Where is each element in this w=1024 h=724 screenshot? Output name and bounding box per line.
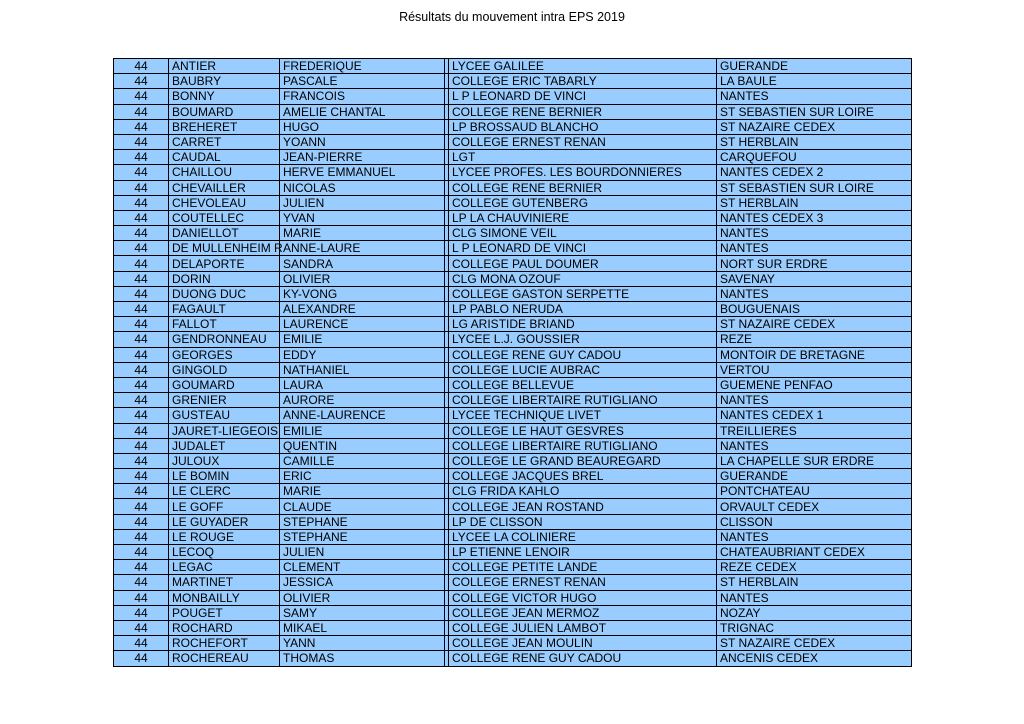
firstname-cell: LAURA (280, 377, 445, 392)
school-cell: CLG FRIDA KAHLO (449, 484, 717, 499)
school-cell: LYCEE TECHNIQUE LIVET (449, 408, 717, 423)
firstname-cell: MARIE (280, 226, 445, 241)
table-row (114, 469, 912, 484)
firstname-cell: MIKAEL (280, 620, 445, 635)
firstname-cell: YVAN (280, 210, 445, 225)
city-cell: ST SEBASTIEN SUR LOIRE (717, 180, 912, 195)
table-row (114, 377, 912, 392)
lastname-cell: CHAILLOU (169, 165, 280, 180)
dept-cell: 44 (114, 393, 169, 408)
city-cell: ST HERBLAIN (717, 575, 912, 590)
firstname-cell: YANN (280, 636, 445, 651)
school-cell: COLLEGE GUTENBERG (449, 195, 717, 210)
firstname-cell: ALEXANDRE (280, 302, 445, 317)
school-cell: COLLEGE JEAN MOULIN (449, 636, 717, 651)
table-row (114, 195, 912, 210)
firstname-cell: CLAUDE (280, 499, 445, 514)
dept-cell: 44 (114, 499, 169, 514)
dept-cell: 44 (114, 377, 169, 392)
lastname-cell: DELAPORTE (169, 256, 280, 271)
table-row (114, 499, 912, 514)
school-cell: LYCEE GALILEE (449, 59, 717, 74)
city-cell: REZE (717, 332, 912, 347)
city-cell: ANCENIS CEDEX (717, 651, 912, 666)
dept-cell: 44 (114, 469, 169, 484)
lastname-cell: CARRET (169, 134, 280, 149)
dept-cell: 44 (114, 134, 169, 149)
firstname-cell: EDDY (280, 347, 445, 362)
dept-cell: 44 (114, 347, 169, 362)
lastname-cell: ROCHEFORT (169, 636, 280, 651)
city-cell: TREILLIERES (717, 423, 912, 438)
table-row (114, 393, 912, 408)
dept-cell: 44 (114, 286, 169, 301)
dept-cell: 44 (114, 165, 169, 180)
lastname-cell: BONNY (169, 89, 280, 104)
city-cell: GUEMENE PENFAO (717, 377, 912, 392)
school-cell: COLLEGE GASTON SERPETTE (449, 286, 717, 301)
table-row (114, 74, 912, 89)
table-row (114, 180, 912, 195)
dept-cell: 44 (114, 119, 169, 134)
firstname-cell: FREDERIQUE (280, 59, 445, 74)
table-row (114, 423, 912, 438)
school-cell: LGT (449, 150, 717, 165)
lastname-cell: CAUDAL (169, 150, 280, 165)
firstname-cell: LAURENCE (280, 317, 445, 332)
school-cell: LYCEE L.J. GOUSSIER (449, 332, 717, 347)
lastname-cell: POUGET (169, 605, 280, 620)
dept-cell: 44 (114, 438, 169, 453)
dept-cell: 44 (114, 89, 169, 104)
city-cell: NANTES (717, 286, 912, 301)
school-cell: COLLEGE ERIC TABARLY (449, 74, 717, 89)
school-cell: COLLEGE PETITE LANDE (449, 560, 717, 575)
city-cell: ST NAZAIRE CEDEX (717, 636, 912, 651)
firstname-cell: AURORE (280, 393, 445, 408)
table-row (114, 332, 912, 347)
firstname-cell: EMILIE (280, 423, 445, 438)
lastname-cell: DANIELLOT (169, 226, 280, 241)
firstname-cell: KY-VONG (280, 286, 445, 301)
lastname-cell: CHEVAILLER (169, 180, 280, 195)
school-cell: LP LA CHAUVINIERE (449, 210, 717, 225)
firstname-cell: ERIC (280, 469, 445, 484)
firstname-cell: JESSICA (280, 575, 445, 590)
lastname-cell: GEORGES (169, 347, 280, 362)
firstname-cell: HUGO (280, 119, 445, 134)
lastname-cell: GUSTEAU (169, 408, 280, 423)
dept-cell: 44 (114, 210, 169, 225)
city-cell: NANTES (717, 590, 912, 605)
table-row (114, 150, 912, 165)
dept-cell: 44 (114, 484, 169, 499)
table-row (114, 575, 912, 590)
lastname-cell: LECOQ (169, 545, 280, 560)
city-cell: NORT SUR ERDRE (717, 256, 912, 271)
firstname-cell: JEAN-PIERRE (280, 150, 445, 165)
city-cell: CHATEAUBRIANT CEDEX (717, 545, 912, 560)
city-cell: NANTES (717, 89, 912, 104)
firstname-cell: JULIEN (280, 545, 445, 560)
city-cell: CARQUEFOU (717, 150, 912, 165)
lastname-cell: JAURET-LIEGEOIS (169, 423, 280, 438)
lastname-cell: BREHERET (169, 119, 280, 134)
table-row (114, 453, 912, 468)
city-cell: ORVAULT CEDEX (717, 499, 912, 514)
city-cell: TRIGNAC (717, 620, 912, 635)
dept-cell: 44 (114, 226, 169, 241)
dept-cell: 44 (114, 74, 169, 89)
school-cell: COLLEGE LIBERTAIRE RUTIGLIANO (449, 438, 717, 453)
school-cell: LP DE CLISSON (449, 514, 717, 529)
firstname-cell: YOANN (280, 134, 445, 149)
lastname-cell: JULOUX (169, 453, 280, 468)
school-cell: COLLEGE BELLEVUE (449, 377, 717, 392)
school-cell: COLLEGE JULIEN LAMBOT (449, 620, 717, 635)
city-cell: NANTES CEDEX 2 (717, 165, 912, 180)
firstname-cell: AMELIE CHANTAL (280, 104, 445, 119)
dept-cell: 44 (114, 180, 169, 195)
firstname-cell: MARIE (280, 484, 445, 499)
dept-cell: 44 (114, 453, 169, 468)
dept-cell: 44 (114, 150, 169, 165)
table-row (114, 134, 912, 149)
lastname-cell: COUTELLEC (169, 210, 280, 225)
lastname-cell: FALLOT (169, 317, 280, 332)
city-cell: NANTES CEDEX 1 (717, 408, 912, 423)
dept-cell: 44 (114, 560, 169, 575)
city-cell: NOZAY (717, 605, 912, 620)
table-row (114, 271, 912, 286)
school-cell: COLLEGE LE GRAND BEAUREGARD (449, 453, 717, 468)
lastname-cell: DE MULLENHEIM R (169, 241, 280, 256)
firstname-cell: QUENTIN (280, 438, 445, 453)
dept-cell: 44 (114, 408, 169, 423)
lastname-cell: LE CLERC (169, 484, 280, 499)
table-row (114, 210, 912, 225)
table-row (114, 545, 912, 560)
school-cell: COLLEGE RENE BERNIER (449, 104, 717, 119)
lastname-cell: ROCHARD (169, 620, 280, 635)
dept-cell: 44 (114, 605, 169, 620)
table-row (114, 226, 912, 241)
school-cell: COLLEGE RENE BERNIER (449, 180, 717, 195)
dept-cell: 44 (114, 195, 169, 210)
table-row (114, 165, 912, 180)
city-cell: NANTES CEDEX 3 (717, 210, 912, 225)
lastname-cell: BAUBRY (169, 74, 280, 89)
table-row (114, 362, 912, 377)
dept-cell: 44 (114, 575, 169, 590)
lastname-cell: GENDRONNEAU (169, 332, 280, 347)
table-row (114, 286, 912, 301)
school-cell: COLLEGE RENE GUY CADOU (449, 651, 717, 666)
school-cell: LP PABLO NERUDA (449, 302, 717, 317)
firstname-cell: OLIVIER (280, 590, 445, 605)
dept-cell: 44 (114, 545, 169, 560)
dept-cell: 44 (114, 529, 169, 544)
table-row (114, 514, 912, 529)
firstname-cell: ANNE-LAURE (280, 241, 445, 256)
lastname-cell: LE GOFF (169, 499, 280, 514)
school-cell: COLLEGE JEAN ROSTAND (449, 499, 717, 514)
school-cell: LP ETIENNE LENOIR (449, 545, 717, 560)
firstname-cell: JULIEN (280, 195, 445, 210)
firstname-cell: THOMAS (280, 651, 445, 666)
firstname-cell: NICOLAS (280, 180, 445, 195)
lastname-cell: GOUMARD (169, 377, 280, 392)
lastname-cell: MONBAILLY (169, 590, 280, 605)
table-row (114, 636, 912, 651)
school-cell: LG ARISTIDE BRIAND (449, 317, 717, 332)
school-cell: COLLEGE ERNEST RENAN (449, 575, 717, 590)
table-row (114, 347, 912, 362)
dept-cell: 44 (114, 59, 169, 74)
city-cell: PONTCHATEAU (717, 484, 912, 499)
lastname-cell: DUONG DUC (169, 286, 280, 301)
school-cell: COLLEGE LE HAUT GESVRES (449, 423, 717, 438)
lastname-cell: ROCHEREAU (169, 651, 280, 666)
city-cell: GUERANDE (717, 59, 912, 74)
dept-cell: 44 (114, 651, 169, 666)
dept-cell: 44 (114, 362, 169, 377)
table-row (114, 620, 912, 635)
lastname-cell: GINGOLD (169, 362, 280, 377)
dept-cell: 44 (114, 104, 169, 119)
school-cell: L P LEONARD DE VINCI (449, 241, 717, 256)
city-cell: NANTES (717, 529, 912, 544)
city-cell: MONTOIR DE BRETAGNE (717, 347, 912, 362)
dept-cell: 44 (114, 302, 169, 317)
lastname-cell: JUDALET (169, 438, 280, 453)
table-row (114, 119, 912, 134)
city-cell: BOUGUENAIS (717, 302, 912, 317)
city-cell: ST NAZAIRE CEDEX (717, 317, 912, 332)
table-row (114, 605, 912, 620)
firstname-cell: SANDRA (280, 256, 445, 271)
table-row (114, 241, 912, 256)
firstname-cell: OLIVIER (280, 271, 445, 286)
table-row (114, 317, 912, 332)
lastname-cell: FAGAULT (169, 302, 280, 317)
firstname-cell: EMILIE (280, 332, 445, 347)
dept-cell: 44 (114, 241, 169, 256)
school-cell: LYCEE LA COLINIERE (449, 529, 717, 544)
school-cell: COLLEGE ERNEST RENAN (449, 134, 717, 149)
lastname-cell: LEGAC (169, 560, 280, 575)
table-row (114, 104, 912, 119)
school-cell: COLLEGE PAUL DOUMER (449, 256, 717, 271)
school-cell: CLG MONA OZOUF (449, 271, 717, 286)
table-row (114, 651, 912, 666)
city-cell: NANTES (717, 438, 912, 453)
firstname-cell: STEPHANE (280, 514, 445, 529)
table-row (114, 529, 912, 544)
city-cell: ST SEBASTIEN SUR LOIRE (717, 104, 912, 119)
dept-cell: 44 (114, 636, 169, 651)
table-row (114, 302, 912, 317)
city-cell: NANTES (717, 226, 912, 241)
city-cell: VERTOU (717, 362, 912, 377)
dept-cell: 44 (114, 317, 169, 332)
school-cell: COLLEGE LUCIE AUBRAC (449, 362, 717, 377)
results-table (113, 58, 912, 667)
lastname-cell: DORIN (169, 271, 280, 286)
lastname-cell: MARTINET (169, 575, 280, 590)
dept-cell: 44 (114, 271, 169, 286)
table-row (114, 408, 912, 423)
dept-cell: 44 (114, 590, 169, 605)
city-cell: REZE CEDEX (717, 560, 912, 575)
dept-cell: 44 (114, 256, 169, 271)
city-cell: LA CHAPELLE SUR ERDRE (717, 453, 912, 468)
city-cell: ST HERBLAIN (717, 134, 912, 149)
firstname-cell: ANNE-LAURENCE (280, 408, 445, 423)
city-cell: CLISSON (717, 514, 912, 529)
table-row (114, 560, 912, 575)
table-row (114, 438, 912, 453)
city-cell: NANTES (717, 393, 912, 408)
city-cell: ST HERBLAIN (717, 195, 912, 210)
firstname-cell: SAMY (280, 605, 445, 620)
table-row (114, 59, 912, 74)
city-cell: SAVENAY (717, 271, 912, 286)
table-row (114, 484, 912, 499)
dept-cell: 44 (114, 423, 169, 438)
firstname-cell: HERVE EMMANUEL (280, 165, 445, 180)
city-cell: NANTES (717, 241, 912, 256)
lastname-cell: LE ROUGE (169, 529, 280, 544)
dept-cell: 44 (114, 620, 169, 635)
school-cell: CLG SIMONE VEIL (449, 226, 717, 241)
table-row (114, 256, 912, 271)
school-cell: COLLEGE LIBERTAIRE RUTIGLIANO (449, 393, 717, 408)
school-cell: COLLEGE RENE GUY CADOU (449, 347, 717, 362)
page-title: Résultats du mouvement intra EPS 2019 (399, 10, 625, 24)
firstname-cell: STEPHANE (280, 529, 445, 544)
school-cell: COLLEGE JACQUES BREL (449, 469, 717, 484)
lastname-cell: GRENIER (169, 393, 280, 408)
firstname-cell: CAMILLE (280, 453, 445, 468)
firstname-cell: PASCALE (280, 74, 445, 89)
firstname-cell: CLEMENT (280, 560, 445, 575)
lastname-cell: CHEVOLEAU (169, 195, 280, 210)
dept-cell: 44 (114, 332, 169, 347)
school-cell: COLLEGE VICTOR HUGO (449, 590, 717, 605)
firstname-cell: FRANCOIS (280, 89, 445, 104)
table-row (114, 590, 912, 605)
lastname-cell: BOUMARD (169, 104, 280, 119)
school-cell: COLLEGE JEAN MERMOZ (449, 605, 717, 620)
lastname-cell: ANTIER (169, 59, 280, 74)
city-cell: GUERANDE (717, 469, 912, 484)
results-table-body (114, 59, 912, 667)
firstname-cell: NATHANIEL (280, 362, 445, 377)
lastname-cell: LE BOMIN (169, 469, 280, 484)
school-cell: L P LEONARD DE VINCI (449, 89, 717, 104)
school-cell: LP BROSSAUD BLANCHO (449, 119, 717, 134)
city-cell: ST NAZAIRE CEDEX (717, 119, 912, 134)
table-row (114, 89, 912, 104)
lastname-cell: LE GUYADER (169, 514, 280, 529)
dept-cell: 44 (114, 514, 169, 529)
city-cell: LA BAULE (717, 74, 912, 89)
school-cell: LYCEE PROFES. LES BOURDONNIERES (449, 165, 717, 180)
